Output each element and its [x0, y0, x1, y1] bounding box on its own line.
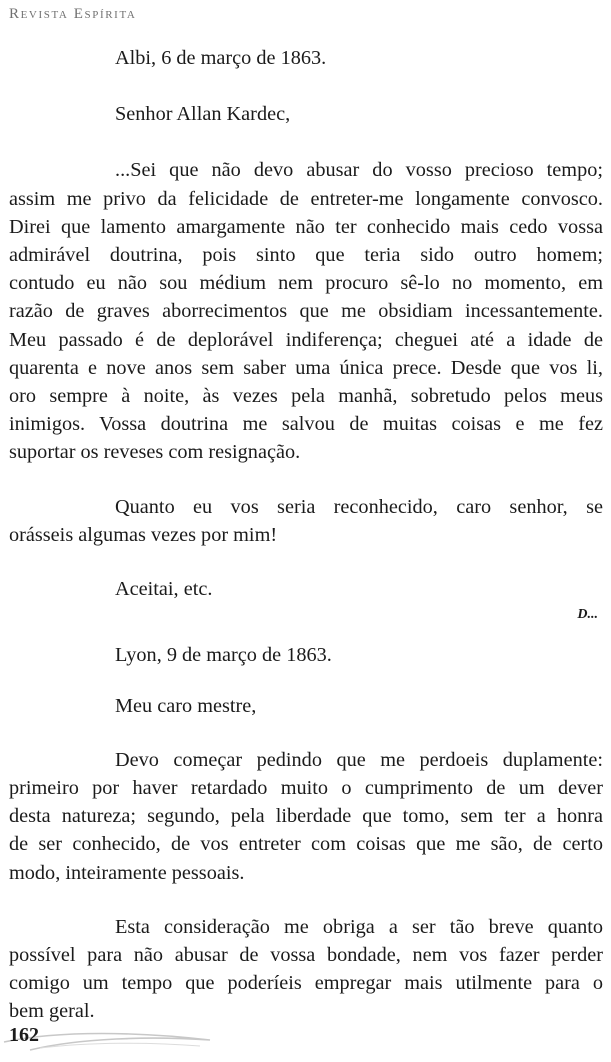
text-line: orásseis algumas vezes por mim! [9, 523, 278, 546]
text-line: Quanto eu vos seria reconhecido, caro senhor, se [115, 495, 603, 518]
text-line: inimigos. Vossa doutrina me salvou de muitas coisas e me fez [9, 413, 603, 436]
letter1-salutation: Senhor Allan Kardec, [115, 103, 291, 126]
letter1-paragraph-1 [9, 156, 603, 466]
text-line: possível para não abusar de vossa bondade, nem vos fazer perder [9, 944, 603, 967]
letter2-date: Lyon, 9 de março de 1863. [115, 644, 332, 667]
letter2-salutation: Meu caro mestre, [115, 694, 257, 717]
text-line: de ser conhecido, de vos entreter com coisas que me são, de certo [9, 833, 603, 856]
text-line: primeiro por haver retardado muito o cumprimento de um dever [9, 777, 603, 800]
text-line: contudo eu não sou médium nem procuro sê-lo no momento, em [9, 272, 603, 295]
letter1-paragraph-2 [9, 493, 603, 549]
text-line: Direi que lamento amargamente não ter conhecido mais cedo vossa [9, 215, 603, 238]
text-line: Meu passado é de deplorável indiferença; cheguei até a idade de [9, 328, 603, 351]
text-line: oro sempre à noite, às vezes pela manhã, sobretudo pelos meus [9, 385, 603, 408]
text-line: bem geral. [9, 1000, 95, 1023]
text-line: quarenta e nove anos sem saber uma única prece. Desde que vos li, [9, 356, 603, 379]
text-line: razão de graves aborrecimentos que me obsidiam incessantemente. [9, 300, 603, 323]
letter2-paragraph-1 [9, 746, 603, 887]
text-line: modo, inteiramente pessoais. [9, 861, 245, 884]
page-body [9, 44, 603, 1026]
text-line: Devo começar pedindo que me perdoeis duplamente: [115, 748, 603, 771]
running-header: Revista Espírita [9, 6, 137, 22]
text-line: comigo um tempo que poderíeis empregar mais utilmente para o [9, 972, 603, 995]
text-line: suportar os reveses com resignação. [9, 441, 301, 464]
letter1-closing: Aceitai, etc. [115, 578, 213, 601]
letter1-signature: D... [577, 607, 598, 623]
letter1-date: Albi, 6 de março de 1863. [115, 47, 327, 69]
text-line: ...Sei que não devo abusar do vosso precioso tempo; [115, 159, 603, 182]
text-line: Esta consideração me obriga a ser tão breve quanto [115, 915, 603, 938]
text-line: assim me privo da felicidade de entreter-me longamente convosco. [9, 187, 603, 210]
letter2-paragraph-2 [9, 913, 603, 1026]
text-line: admirável doutrina, pois sinto que teria sido outro homem; [9, 244, 603, 267]
page-number: 162 [9, 1024, 39, 1046]
text-line: desta natureza; segundo, pela liberdade que tomo, sem ter a honra [9, 805, 603, 828]
